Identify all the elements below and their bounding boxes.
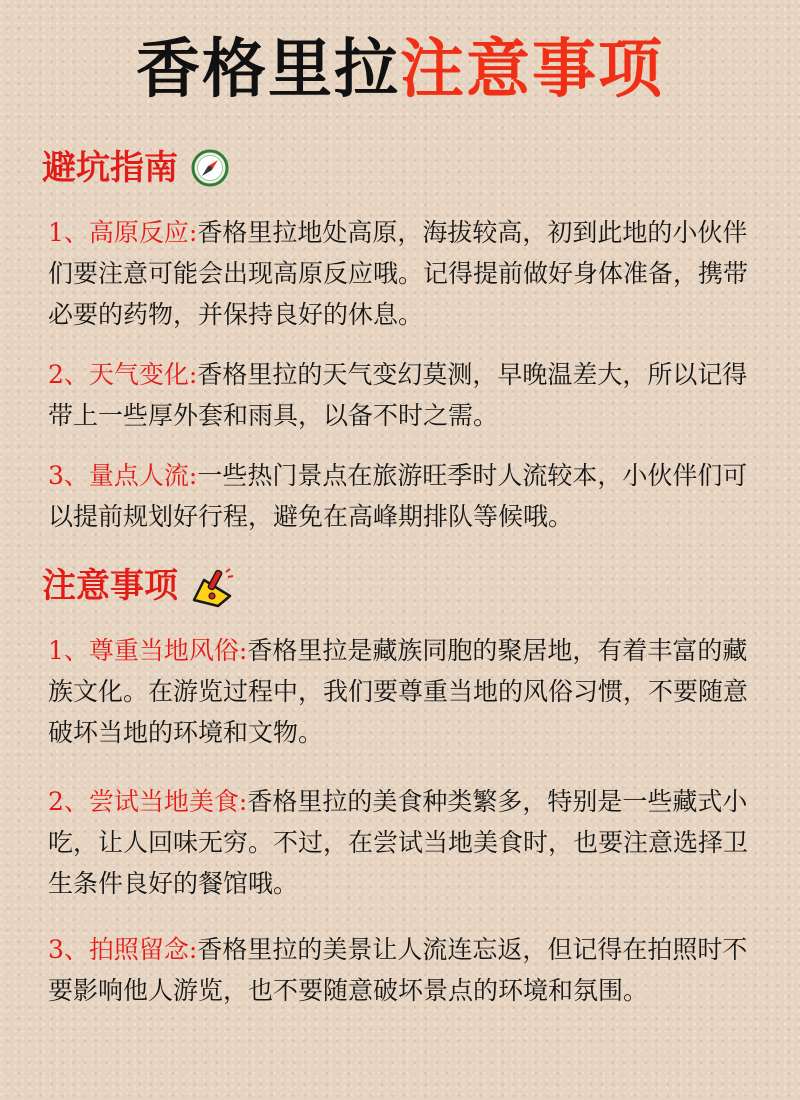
title-part1: 香格里拉 bbox=[136, 33, 400, 107]
item-text: 香格里拉的美食种类繁多，特别是一些藏式小吃，让人回味无穷。不过，在尝试当地美食时，也要注意选择卫生条件良好的餐馆哦。 bbox=[48, 787, 749, 898]
item-lead: 1、高原反应: bbox=[48, 218, 198, 247]
list-item bbox=[48, 630, 768, 753]
item-text: 香格里拉地处高原，海拔较高，初到此地的小伙伴们要注意可能会出现高原反应哦。记得提前做好身体准备，携带必要的药物，并保持良好的休息。 bbox=[48, 218, 749, 329]
page-title bbox=[0, 30, 800, 110]
section-heading-notes bbox=[42, 564, 230, 608]
list-item bbox=[48, 455, 768, 537]
title-part2: 注意事项 bbox=[400, 33, 664, 107]
warning-sign-icon bbox=[190, 566, 230, 606]
list-item bbox=[48, 354, 768, 436]
item-lead: 2、天气变化: bbox=[48, 360, 198, 389]
list-item bbox=[48, 929, 768, 1011]
compass-icon bbox=[190, 148, 230, 188]
item-lead: 1、尊重当地风俗: bbox=[48, 636, 248, 665]
section2-heading-text: 注意事项 bbox=[42, 566, 178, 606]
item-text: 香格里拉的美景让人流连忘返，但记得在拍照时不要影响他人游览，也不要随意破坏景点的环境和氛围。 bbox=[48, 935, 748, 1005]
list-item bbox=[48, 781, 768, 904]
section-heading-avoid-pitfalls bbox=[42, 146, 230, 190]
item-text: 一些热门景点在旅游旺季时人流较本，小伙伴们可以提前规划好行程，避免在高峰期排队等候哦。 bbox=[48, 461, 748, 531]
item-text: 香格里拉的天气变幻莫测，早晚温差大，所以记得带上一些厚外套和雨具，以备不时之需。 bbox=[48, 360, 748, 430]
list-item bbox=[48, 212, 768, 335]
item-text: 香格里拉是藏族同胞的聚居地，有着丰富的藏族文化。在游览过程中，我们要尊重当地的风俗习惯，不要随意破坏当地的环境和文物。 bbox=[48, 636, 749, 747]
section1-heading-text: 避坑指南 bbox=[42, 148, 178, 188]
item-lead: 3、拍照留念: bbox=[48, 935, 198, 964]
item-lead: 2、尝试当地美食: bbox=[48, 787, 248, 816]
item-lead: 3、量点人流: bbox=[48, 461, 198, 490]
